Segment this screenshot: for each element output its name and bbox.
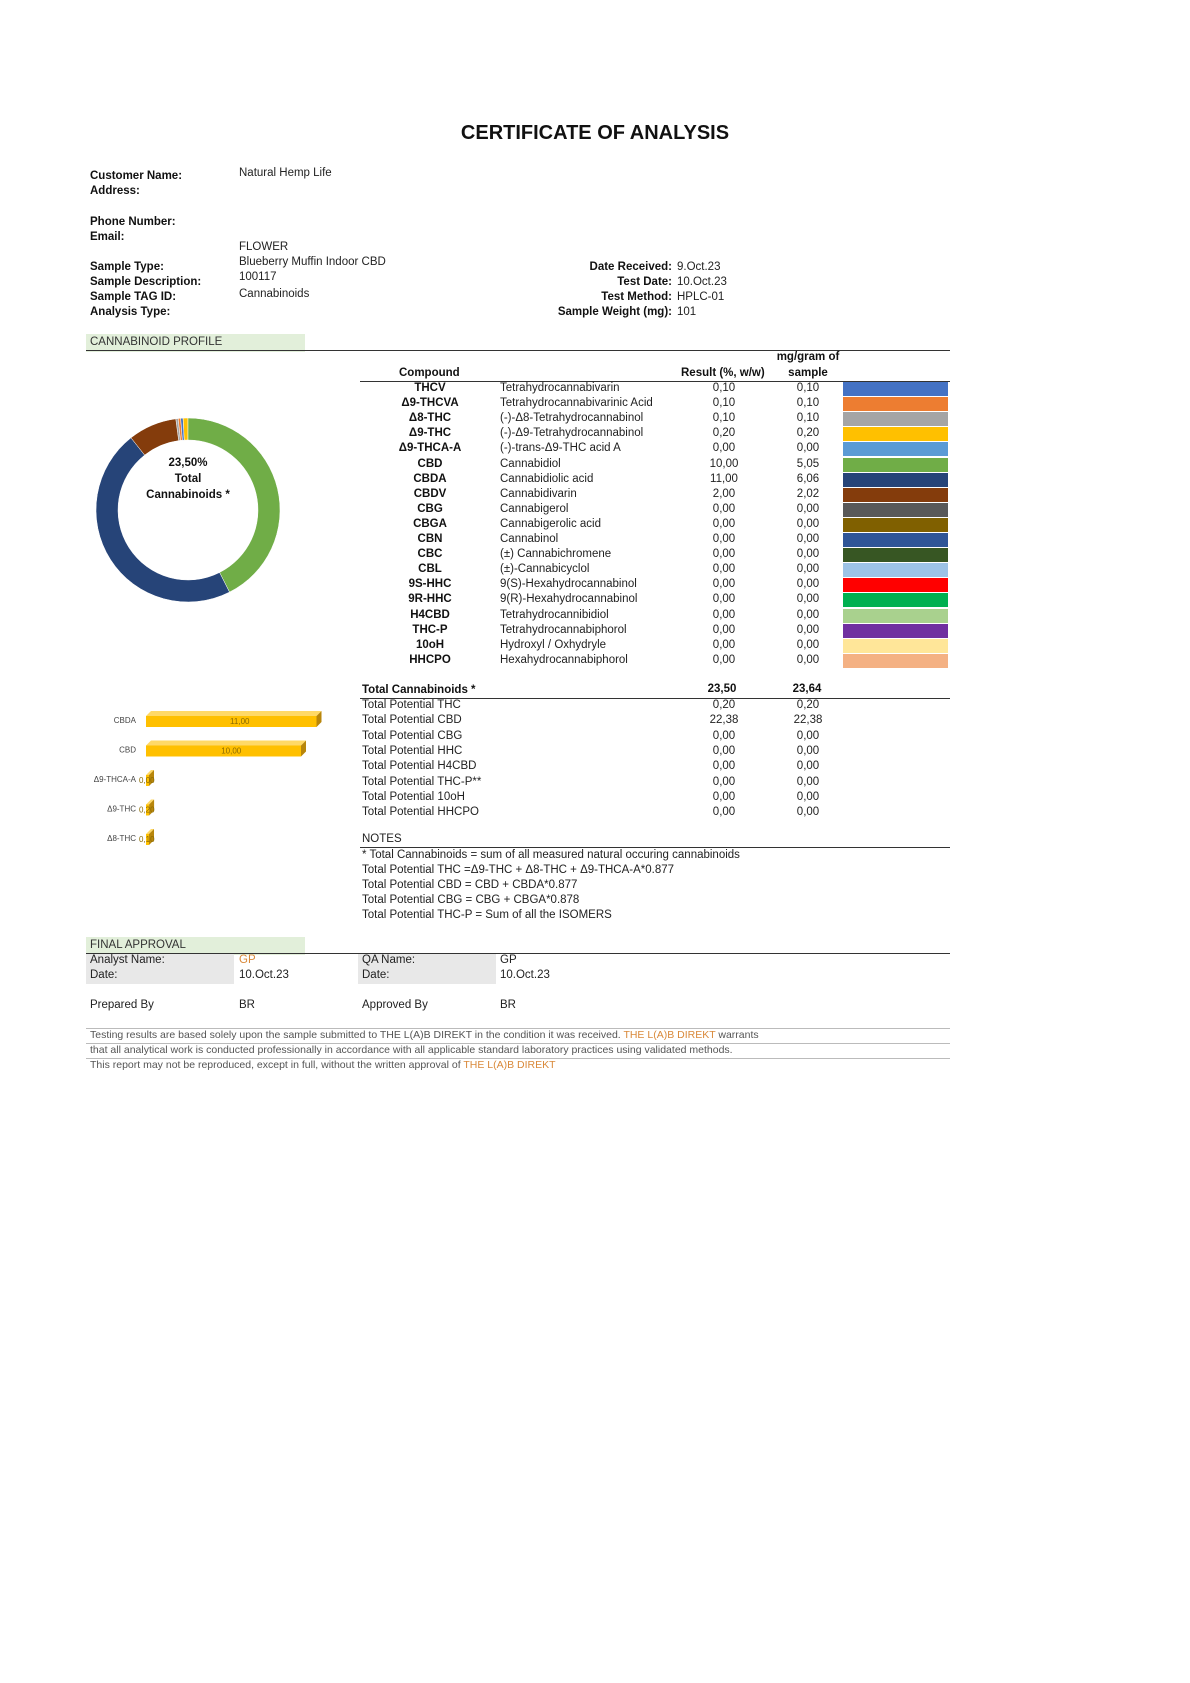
compound-color-swatch <box>843 503 948 517</box>
total-cannabinoids-mg: 23,64 <box>792 683 822 695</box>
potential-label: Total Potential THC <box>362 699 461 711</box>
sample-tag: 100117 <box>239 271 277 283</box>
bar-value-label: 11,00 <box>230 717 250 726</box>
compound-color-swatch <box>843 548 948 562</box>
bar-value-label: 10,00 <box>221 746 242 756</box>
qa-name: GP <box>500 954 517 966</box>
potential-mg: 0,00 <box>796 745 820 757</box>
notes-rule <box>360 847 950 848</box>
compound-name: 9(R)-Hexahydrocannabinol <box>500 593 638 605</box>
bar-value-label: 0,10 <box>139 835 155 844</box>
compound-color-swatch <box>843 533 948 547</box>
potential-label: Total Potential HHC <box>362 745 463 757</box>
compound-name: Tetrahydrocannabivarin <box>500 382 620 394</box>
analyst-date-label: Date: <box>90 969 118 981</box>
compound-code: CBDV <box>413 488 447 500</box>
compound-result: 0,00 <box>712 578 736 590</box>
analysis-type-label: Analysis Type: <box>90 306 171 318</box>
potential-mg: 0,00 <box>796 791 820 803</box>
compound-code: CBDA <box>413 473 447 485</box>
potential-result: 0,00 <box>712 760 736 772</box>
potential-result: 0,00 <box>712 745 736 757</box>
total-cannabinoids-label: Total Cannabinoids * <box>362 684 476 696</box>
compound-result: 0,00 <box>712 639 736 651</box>
phone-label: Phone Number: <box>90 216 176 228</box>
compound-result: 0,00 <box>712 503 736 515</box>
note-line: * Total Cannabinoids = sum of all measured natural occuring cannabinoids <box>362 849 740 861</box>
compound-code: CBL <box>418 563 442 575</box>
analysis-type: Cannabinoids <box>239 288 310 300</box>
bar-top-face <box>146 711 322 716</box>
customer-name: Natural Hemp Life <box>239 167 332 179</box>
compound-color-swatch <box>843 458 948 472</box>
qa-date: 10.Oct.23 <box>500 969 550 981</box>
compound-code: CBC <box>417 548 443 560</box>
compound-code: CBD <box>417 458 443 470</box>
test-date-label: Test Date: <box>617 276 672 288</box>
donut-percent: 23,50% <box>168 457 208 469</box>
compound-mg: 5,05 <box>796 458 820 470</box>
page-title: CERTIFICATE OF ANALYSIS <box>460 122 730 144</box>
compound-mg: 0,10 <box>796 397 820 409</box>
approved-by: BR <box>500 999 516 1011</box>
compound-color-swatch <box>843 427 948 441</box>
compound-mg: 0,00 <box>796 639 820 651</box>
compound-color-swatch <box>843 412 948 426</box>
compound-result: 0,20 <box>712 427 736 439</box>
potential-label: Total Potential HHCPO <box>362 806 479 818</box>
note-line: Total Potential THC-P = Sum of all the ISOMERS <box>362 909 612 921</box>
compound-mg: 0,00 <box>796 563 820 575</box>
potential-result: 0,00 <box>712 730 736 742</box>
compound-bar-chart <box>88 700 358 860</box>
compound-name: (-)-Δ8-Tetrahydrocannabinol <box>500 412 644 424</box>
compound-color-swatch <box>843 488 948 502</box>
compound-mg: 0,00 <box>796 654 820 666</box>
sample-weight-label: Sample Weight (mg): <box>557 306 672 318</box>
compound-code: THC-P <box>412 624 448 636</box>
sample-type-label: Sample Type: <box>90 261 164 273</box>
cannabinoid-profile-header: CANNABINOID PROFILE <box>86 334 305 352</box>
compound-mg: 0,00 <box>796 609 820 621</box>
mg-header-line1: mg/gram of <box>776 351 840 363</box>
compound-color-swatch <box>843 578 948 592</box>
compound-color-swatch <box>843 593 948 607</box>
potential-result: 22,38 <box>709 714 739 726</box>
compound-color-swatch <box>843 639 948 653</box>
compound-mg: 0,00 <box>796 533 820 545</box>
analyst-date: 10.Oct.23 <box>239 969 289 981</box>
compound-name: Cannabigerolic acid <box>500 518 602 530</box>
compound-code: CBG <box>417 503 443 515</box>
potential-mg: 0,00 <box>796 730 820 742</box>
compound-name: Cannabinol <box>500 533 559 545</box>
sample-tag-label: Sample TAG ID: <box>90 291 177 303</box>
donut-cannabinoids: Cannabinoids * <box>146 489 230 501</box>
compound-result: 0,00 <box>712 563 736 575</box>
bar-top-face <box>146 741 306 746</box>
customer-name-label: Customer Name: <box>90 170 183 182</box>
compound-color-swatch <box>843 442 948 456</box>
donut-slice-cbd <box>188 418 280 592</box>
compound-code: Δ9-THCA-A <box>398 442 462 454</box>
result-header: Result (%, w/w) <box>681 367 765 379</box>
compound-mg: 0,00 <box>796 548 820 560</box>
compound-name: Cannabigerol <box>500 503 569 515</box>
bar-category-label: CBDA <box>113 716 136 725</box>
compound-result: 0,00 <box>712 533 736 545</box>
compound-result: 0,00 <box>712 518 736 530</box>
qa-date-label: Date: <box>362 969 390 981</box>
disclaimer-line-1: Testing results are based solely upon the sample submitted to THE L(A)B DIREKT in the condition it was received. THE L(A)B DIREKT warrants <box>90 1029 759 1041</box>
compound-name: Tetrahydrocannabivarinic Acid <box>500 397 653 409</box>
compound-mg: 0,10 <box>796 382 820 394</box>
compound-result: 0,00 <box>712 442 736 454</box>
compound-result: 0,10 <box>712 382 736 394</box>
compound-result: 10,00 <box>709 458 739 470</box>
compound-mg: 6,06 <box>796 473 820 485</box>
test-method-label: Test Method: <box>601 291 672 303</box>
sample-type: FLOWER <box>239 241 289 253</box>
compound-code: Δ9-THCVA <box>401 397 459 409</box>
test-method: HPLC-01 <box>677 291 725 303</box>
potential-mg: 0,00 <box>796 806 820 818</box>
potential-result: 0,00 <box>712 776 736 788</box>
compound-color-swatch <box>843 624 948 638</box>
sample-description-label: Sample Description: <box>90 276 202 288</box>
note-line: Total Potential CBD = CBD + CBDA*0.877 <box>362 879 578 891</box>
compound-mg: 0,00 <box>796 503 820 515</box>
potential-label: Total Potential CBD <box>362 714 462 726</box>
bar-category-label: Δ9-THCA-A <box>93 775 136 784</box>
compound-code: CBN <box>417 533 443 545</box>
compound-result: 0,00 <box>712 593 736 605</box>
compound-name: (-)-trans-Δ9-THC acid A <box>500 442 621 454</box>
compound-mg: 0,00 <box>796 578 820 590</box>
compound-name: (±) Cannabichromene <box>500 548 612 560</box>
sample-description: Blueberry Muffin Indoor CBD <box>239 256 386 268</box>
compound-name: Hydroxyl / Oxhydryle <box>500 639 607 651</box>
compound-code: 10oH <box>415 639 445 651</box>
donut-total: Total <box>174 473 202 485</box>
total-cannabinoids-result: 23,50 <box>707 683 737 695</box>
address-label: Address: <box>90 185 140 197</box>
compound-result: 11,00 <box>710 473 738 485</box>
compound-result: 2,00 <box>712 488 736 500</box>
potential-result: 0,20 <box>712 699 736 711</box>
potential-result: 0,00 <box>712 806 736 818</box>
compound-name: Cannabidivarin <box>500 488 577 500</box>
compound-result: 0,10 <box>712 412 736 424</box>
sample-weight: 101 <box>677 306 697 318</box>
compound-mg: 0,20 <box>796 427 820 439</box>
potential-label: Total Potential 10oH <box>362 791 465 803</box>
compound-code: Δ8-THC <box>408 412 452 424</box>
qa-name-label: QA Name: <box>362 954 416 966</box>
disclaimer-line-2: that all analytical work is conducted professionally in accordance with all applicable standard laboratory practices using validated methods. <box>90 1044 733 1056</box>
compound-result: 0,00 <box>712 654 736 666</box>
compound-code: THCV <box>414 382 446 394</box>
potential-mg: 0,20 <box>796 699 820 711</box>
compound-color-swatch <box>843 563 948 577</box>
analyst-name: GP <box>239 954 256 966</box>
compound-mg: 0,00 <box>796 593 820 605</box>
cannabinoid-donut-chart <box>88 415 288 615</box>
compound-result: 0,00 <box>712 609 736 621</box>
compound-header: Compound <box>399 367 460 379</box>
compound-name: 9(S)-Hexahydrocannabinol <box>500 578 637 590</box>
compound-result: 0,10 <box>712 397 736 409</box>
compound-name: Cannabidiol <box>500 458 561 470</box>
compound-name: (-)-Δ9-Tetrahydrocannabinol <box>500 427 644 439</box>
compound-mg: 0,10 <box>796 412 820 424</box>
compound-name: Tetrahydrocannabiphorol <box>500 624 627 636</box>
potential-label: Total Potential THC-P** <box>362 776 482 788</box>
potential-label: Total Potential H4CBD <box>362 760 477 772</box>
compound-name: (±)-Cannabicyclol <box>500 563 590 575</box>
bar-value-label: 0,00 <box>139 776 155 785</box>
compound-mg: 0,00 <box>796 624 820 636</box>
compound-name: Tetrahydrocannibidiol <box>500 609 609 621</box>
compound-name: Hexahydrocannabiphorol <box>500 654 628 666</box>
email-label: Email: <box>90 231 125 243</box>
compound-mg: 0,00 <box>796 518 820 530</box>
bar-category-label: CBD <box>119 745 136 755</box>
test-date: 10.Oct.23 <box>677 276 727 288</box>
compound-code: 9S-HHC <box>408 578 452 590</box>
compound-code: 9R-HHC <box>408 593 452 605</box>
potential-mg: 22,38 <box>793 714 823 726</box>
compound-color-swatch <box>843 609 948 623</box>
compound-code: CBGA <box>413 518 447 530</box>
potential-mg: 0,00 <box>796 776 820 788</box>
note-line: Total Potential THC =Δ9-THC + Δ8-THC + Δ9-THCA-A*0.877 <box>362 864 675 876</box>
compound-name: Cannabidiolic acid <box>500 473 594 485</box>
bar-value-label: 0,20 <box>139 805 155 815</box>
prepared-by-label: Prepared By <box>90 999 154 1011</box>
potential-mg: 0,00 <box>796 760 820 772</box>
compound-mg: 0,00 <box>796 442 820 454</box>
prepared-by: BR <box>239 999 255 1011</box>
approved-by-label: Approved By <box>362 999 428 1011</box>
compound-code: HHCPO <box>409 654 451 666</box>
disclaimer-line-3: This report may not be reproduced, except in full, without the written approval of THE L(A)B DIREKT <box>90 1059 556 1071</box>
analyst-name-label: Analyst Name: <box>90 954 165 966</box>
final-approval-header: FINAL APPROVAL <box>86 937 305 955</box>
date-received-label: Date Received: <box>589 261 672 273</box>
notes-header: NOTES <box>362 833 402 845</box>
compound-result: 0,00 <box>712 548 736 560</box>
note-line: Total Potential CBG = CBG + CBGA*0.878 <box>362 894 580 906</box>
compound-mg: 2,02 <box>796 488 820 500</box>
potential-label: Total Potential CBG <box>362 730 463 742</box>
compound-result: 0,00 <box>712 624 736 636</box>
date-received: 9.Oct.23 <box>677 261 721 273</box>
compound-code: H4CBD <box>410 609 450 621</box>
bar-category-label: Δ8-THC <box>107 834 136 843</box>
compound-color-swatch <box>843 518 948 532</box>
mg-header-line2: sample <box>788 367 828 379</box>
compound-color-swatch <box>843 654 948 668</box>
compound-color-swatch <box>843 382 948 396</box>
bar-category-label: Δ9-THC <box>107 804 136 814</box>
compound-color-swatch <box>843 473 948 487</box>
compound-code: Δ9-THC <box>408 427 452 439</box>
potential-result: 0,00 <box>712 791 736 803</box>
compound-color-swatch <box>843 397 948 411</box>
